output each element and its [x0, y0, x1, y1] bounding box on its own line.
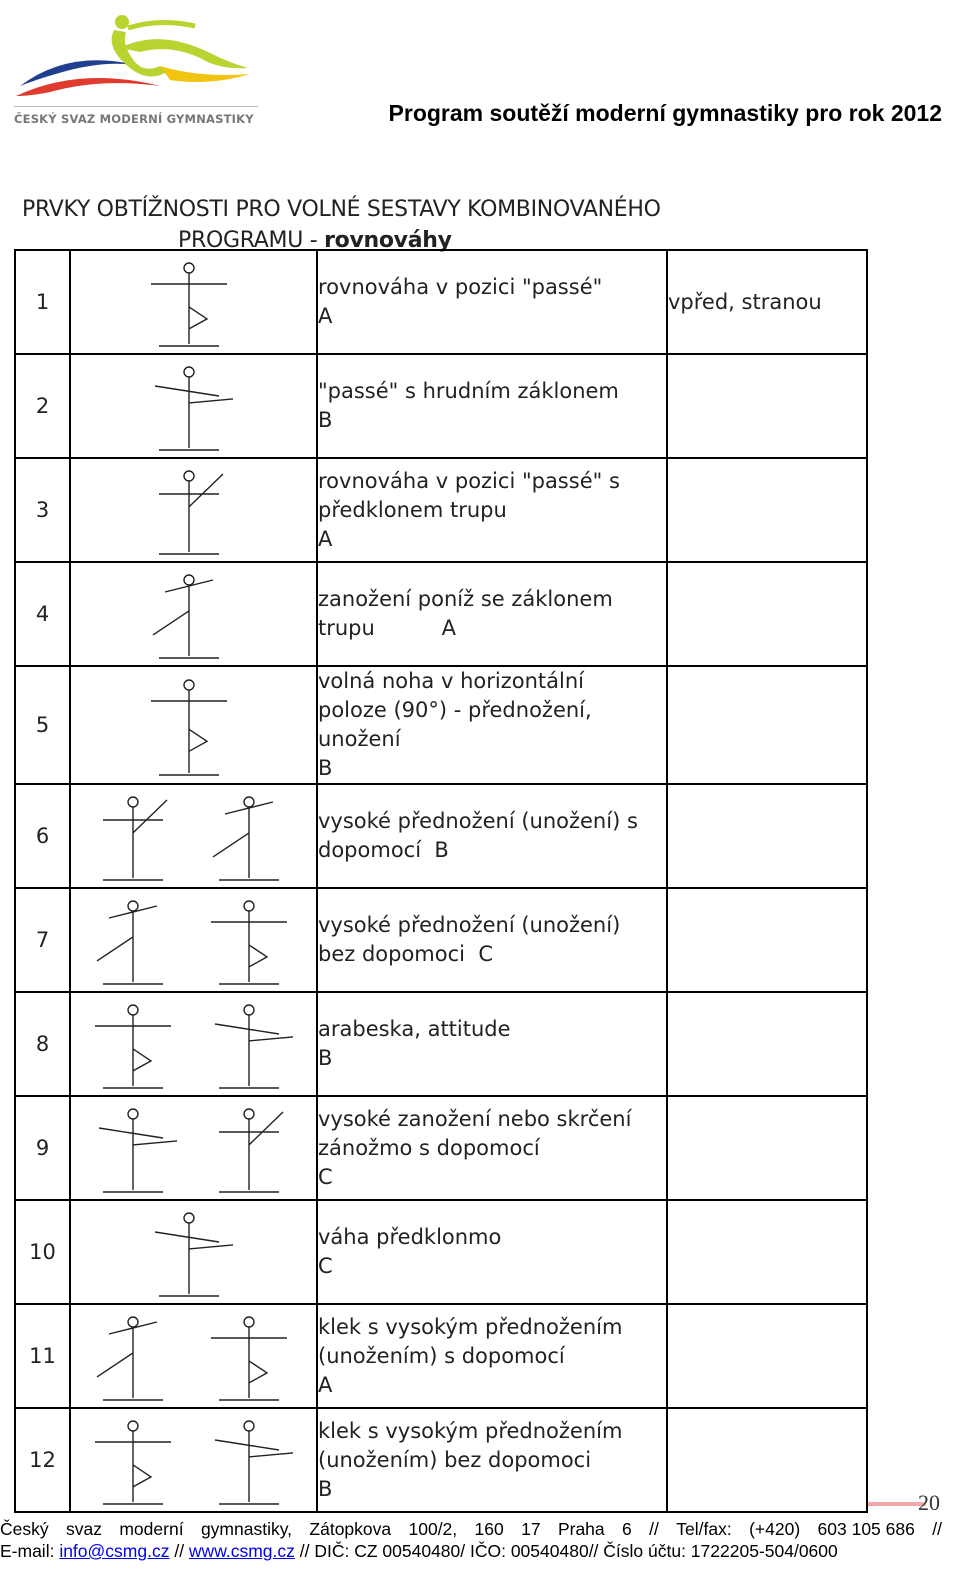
description-line: (unožením) bez dopomoci [318, 1447, 592, 1472]
illustration-cell [70, 458, 317, 562]
row-number: 10 [15, 1200, 70, 1304]
table-row [15, 666, 867, 784]
gymnast-illustration [71, 564, 314, 664]
gymnast-illustration [71, 669, 314, 781]
row-number: 12 [15, 1408, 70, 1512]
table-row [15, 992, 867, 1096]
illustration-cell [70, 1408, 317, 1512]
illustration-cell [70, 1200, 317, 1304]
description-line: vysoké zanožení nebo skrčení [318, 1106, 632, 1131]
element-description [317, 888, 667, 992]
description-line: A [318, 526, 333, 551]
logo-divider [14, 106, 258, 107]
gymnast-figure [99, 1109, 177, 1192]
table-row [15, 1200, 867, 1304]
gymnast-illustration [71, 460, 314, 560]
description-line: trupu A [318, 616, 456, 640]
footer-word: 160 [474, 1519, 504, 1539]
element-description [317, 250, 667, 354]
gymnast-figure [95, 1005, 171, 1088]
gymnast-figure [95, 1421, 171, 1504]
element-note [667, 888, 867, 992]
gymnast-figure [219, 1109, 283, 1192]
gymnast-figure [215, 1421, 293, 1504]
description-line: vysoké přednožení (unožení) [318, 913, 621, 937]
description-line: klek s vysokým přednožením [318, 1418, 623, 1443]
footer [0, 1518, 960, 1562]
description-line: rovnováha v pozici "passé" [318, 275, 603, 299]
footer-word: 603 105 686 [817, 1519, 915, 1539]
description-line: B [318, 1046, 333, 1070]
email-label: E-mail: [0, 1541, 60, 1561]
description-line: A [318, 304, 333, 328]
row-number: 11 [15, 1304, 70, 1408]
gymnast-illustration [71, 994, 314, 1094]
footer-registration: // DIČ: CZ 00540480/ IČO: 00540480// Číslo účtu: 1722205-504/0600 [294, 1541, 838, 1561]
description-line: unožení [318, 727, 401, 751]
description-line: předklonem trupu [318, 497, 507, 522]
element-description [317, 1200, 667, 1304]
element-note [667, 1200, 867, 1304]
footer-word: // [649, 1519, 659, 1539]
page-number: 20 [918, 1490, 940, 1515]
element-description [317, 992, 667, 1096]
description-line: bez dopomoci C [318, 942, 494, 966]
description-line: A [318, 1372, 333, 1397]
description-line: dopomocí B [318, 838, 449, 862]
gymnast-illustration [71, 1410, 314, 1510]
table-row [15, 1096, 867, 1200]
gymnast-illustration [71, 1098, 314, 1198]
description-line: klek s vysokým přednožením [318, 1314, 623, 1339]
footer-address [0, 1518, 960, 1540]
description-line: zánožmo s dopomocí [318, 1135, 540, 1160]
heading-line-1: PRVKY OBTÍŽNOSTI PRO VOLNÉ SESTAVY KOMBINOVANÉHO [22, 197, 661, 222]
gymnast-figure [97, 901, 163, 984]
illustration-cell [70, 562, 317, 666]
row-number: 2 [15, 354, 70, 458]
row-number: 8 [15, 992, 70, 1096]
section-heading [22, 194, 661, 256]
illustration-cell [70, 888, 317, 992]
gymnast-logo-graphic [10, 8, 260, 108]
footer-word: 17 [521, 1519, 541, 1539]
email-link[interactable]: info@csmg.cz [59, 1541, 170, 1561]
gymnast-figure [151, 263, 227, 346]
gymnast-figure [211, 901, 287, 984]
element-description [317, 666, 667, 784]
footer-word: svaz [66, 1519, 102, 1539]
gymnast-figure [97, 1317, 163, 1400]
footer-separator: // [169, 1541, 189, 1561]
table-row [15, 354, 867, 458]
description-line: poloze (90°) - přednožení, [318, 698, 592, 722]
element-note [667, 992, 867, 1096]
illustration-cell [70, 1304, 317, 1408]
footer-word: (+420) [749, 1519, 801, 1539]
description-line: volná noha v horizontální [318, 669, 584, 693]
description-line: rovnováha v pozici "passé" s [318, 468, 620, 493]
logo [10, 8, 260, 128]
element-description [317, 458, 667, 562]
footer-word: Zátopkova [309, 1519, 392, 1539]
description-line: vysoké přednožení (unožení) s [318, 809, 638, 833]
row-number: 5 [15, 666, 70, 784]
footer-word: Praha [557, 1519, 605, 1539]
row-number: 9 [15, 1096, 70, 1200]
element-description [317, 784, 667, 888]
element-description [317, 354, 667, 458]
gymnast-figure [159, 471, 223, 554]
element-note [667, 458, 867, 562]
description-line: váha předklonmo [318, 1225, 502, 1249]
gymnast-figure [211, 1317, 287, 1400]
description-line: (unožením) s dopomocí [318, 1343, 565, 1368]
gymnast-illustration [71, 356, 314, 456]
gymnast-figure [155, 1213, 233, 1296]
gymnast-illustration [71, 1306, 314, 1406]
description-line: B [318, 1476, 333, 1501]
table-row [15, 1304, 867, 1408]
heading-prefix: PROGRAMU - [178, 228, 325, 253]
description-line: B [318, 756, 333, 780]
description-line: B [318, 408, 333, 432]
table-row [15, 458, 867, 562]
document-title: Program soutěží moderní gymnastiky pro rok 2012 [388, 100, 942, 126]
element-note [667, 1096, 867, 1200]
row-number: 6 [15, 784, 70, 888]
website-link[interactable]: www.csmg.cz [188, 1541, 295, 1561]
gymnast-illustration [71, 1202, 314, 1302]
footer-word: // [932, 1519, 942, 1539]
element-description [317, 1304, 667, 1408]
gymnast-illustration [71, 786, 314, 886]
element-note [667, 784, 867, 888]
description-line: C [318, 1164, 333, 1189]
gymnast-figure [213, 797, 279, 880]
description-line: zanožení poníž se záklonem [318, 587, 613, 611]
illustration-cell [70, 1096, 317, 1200]
element-note [667, 1408, 867, 1512]
element-description [317, 1096, 667, 1200]
gymnast-figure [153, 575, 219, 658]
illustration-cell [70, 250, 317, 354]
element-description [317, 1408, 667, 1512]
gymnast-figure [103, 797, 167, 880]
row-number: 4 [15, 562, 70, 666]
footer-word: 6 [622, 1519, 632, 1539]
row-number: 1 [15, 250, 70, 354]
logo-text: ČESKÝ SVAZ MODERNÍ GYMNASTIKY [14, 112, 254, 126]
table-row [15, 888, 867, 992]
illustration-cell [70, 666, 317, 784]
footer-word: moderní [119, 1519, 184, 1539]
footer-word: 100/2, [408, 1519, 458, 1539]
table-row [15, 1408, 867, 1512]
footer-word: Český [0, 1519, 49, 1539]
illustration-cell [70, 354, 317, 458]
description-line: arabeska, attitude [318, 1017, 511, 1041]
footer-word: gymnastiky, [200, 1519, 293, 1539]
gymnast-figure [155, 367, 233, 450]
illustration-cell [70, 784, 317, 888]
heading-bold: rovnováhy [324, 228, 452, 253]
element-description [317, 562, 667, 666]
table-row [15, 562, 867, 666]
elements-table [14, 249, 868, 1513]
footer-word: Tel/fax: [676, 1519, 732, 1539]
element-note [667, 666, 867, 784]
gymnast-illustration [71, 890, 314, 990]
element-note [667, 354, 867, 458]
element-note [667, 562, 867, 666]
description-line: "passé" s hrudním záklonem [318, 379, 619, 403]
description-line: C [318, 1254, 333, 1278]
table-row [15, 250, 867, 354]
gymnast-figure [215, 1005, 293, 1088]
element-note: vpřed, stranou [667, 250, 867, 354]
gymnast-figure [151, 680, 227, 775]
row-number: 7 [15, 888, 70, 992]
illustration-cell [70, 992, 317, 1096]
gymnast-illustration [71, 252, 314, 352]
table-row [15, 784, 867, 888]
footer-contacts [0, 1540, 960, 1562]
row-number: 3 [15, 458, 70, 562]
element-note [667, 1304, 867, 1408]
